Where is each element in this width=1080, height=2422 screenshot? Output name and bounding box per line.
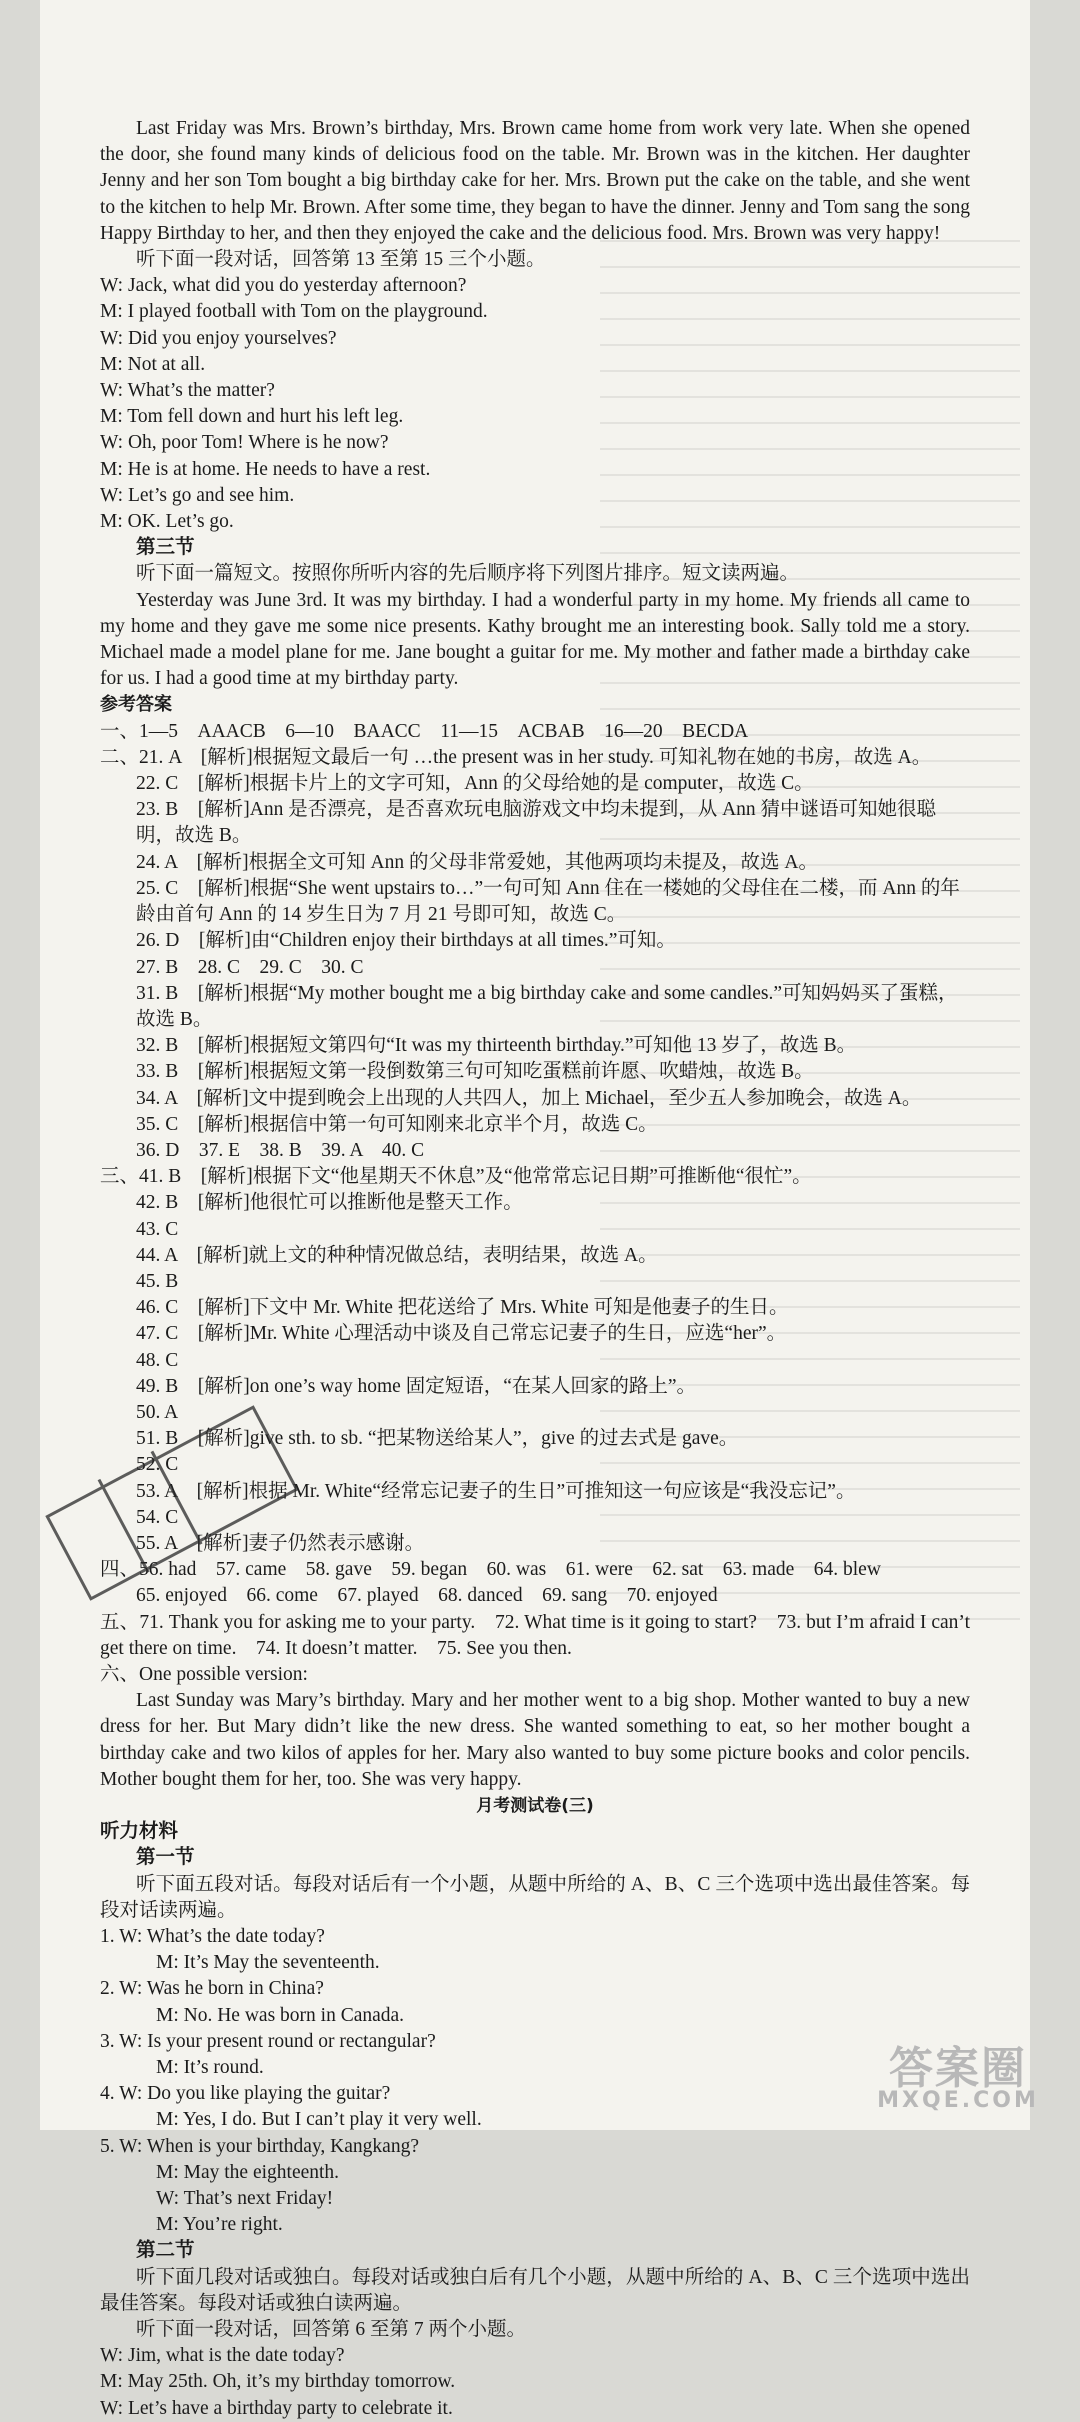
answer-item: 27. B 28. C 29. C 30. C bbox=[100, 955, 970, 981]
answer-item: 65. enjoyed 66. come 67. played 68. danced 69. sang 70. enjoyed bbox=[100, 1583, 970, 1609]
section-1-instruction: 听下面五段对话。每段对话后有一个小题，从题中所给的 A、B、C 三个选项中选出最佳答案。每段对话读两遍。 bbox=[100, 1872, 970, 1924]
dialog-line: W: That’s next Friday! bbox=[100, 2186, 970, 2212]
dialog-line: 3. W: Is your present round or rectangular? bbox=[100, 2029, 970, 2055]
dialog-line: W: Let’s go and see him. bbox=[100, 483, 970, 509]
answer-item: 35. C [解析]根据信中第一句可知刚来北京半个月，故选 C。 bbox=[100, 1112, 970, 1138]
dialog-line: M: Yes, I do. But I can’t play it very well. bbox=[100, 2107, 970, 2133]
answer-item: 24. A [解析]根据全文可知 Ann 的父母非常爱她，其他两项均未提及，故选 A。 bbox=[100, 850, 970, 876]
answer-item: 55. A [解析]妻子仍然表示感谢。 bbox=[100, 1531, 970, 1557]
answer-item: 五、71. Thank you for asking me to your party. 72. What time is it going to start? 73. but I’m afraid I can’t get there on time. 74. It doesn’t matter. 75. See you then. bbox=[100, 1610, 970, 1662]
dialog-line: M: Tom fell down and hurt his left leg. bbox=[100, 404, 970, 430]
section-3-instruction: 听下面一篇短文。按照你所听内容的先后顺序将下列图片排序。短文读两遍。 bbox=[100, 561, 970, 587]
watermark-text: 答案圈 bbox=[858, 2032, 1058, 2096]
answer-item: 46. C [解析]下文中 Mr. White 把花送给了 Mrs. White 可知是他妻子的生日。 bbox=[100, 1295, 970, 1321]
answer-item: 三、41. B [解析]根据下文“他星期天不休息”及“他常常忘记日期”可推断他“很忙”。 bbox=[100, 1164, 970, 1190]
answer-item: 二、21. A [解析]根据短文最后一句 …the present was in her study. 可知礼物在她的书房，故选 A。 bbox=[100, 745, 970, 771]
site-watermark-logo bbox=[858, 2032, 1058, 2112]
dialog-line: W: Jack, what did you do yesterday afternoon? bbox=[100, 273, 970, 299]
dialog-line: M: Not at all. bbox=[100, 352, 970, 378]
answer-item: 49. B [解析]on one’s way home 固定短语，“在某人回家的路上”。 bbox=[100, 1374, 970, 1400]
dialog-line: M: OK. Let’s go. bbox=[100, 509, 970, 535]
dialog-line: W: Let’s have a birthday party to celebrate it. bbox=[100, 2396, 970, 2422]
section-2-heading: 第二节 bbox=[100, 2238, 970, 2264]
answer-item: 52. C bbox=[100, 1452, 970, 1478]
instruction-13-15: 听下面一段对话，回答第 13 至第 15 三个小题。 bbox=[100, 247, 970, 273]
answer-item: 50. A bbox=[100, 1400, 970, 1426]
answers-heading: 参考答案 bbox=[100, 692, 970, 718]
dialog-line: M: May 25th. Oh, it’s my birthday tomorrow. bbox=[100, 2369, 970, 2395]
answer-item: 42. B [解析]他很忙可以推断他是整天工作。 bbox=[100, 1190, 970, 1216]
watermark-url: MXQE.COM bbox=[858, 2088, 1058, 2113]
dialog-line: M: It’s May the seventeenth. bbox=[100, 1950, 970, 1976]
dialog-13-15 bbox=[100, 273, 970, 535]
dialog-line: W: Oh, poor Tom! Where is he now? bbox=[100, 430, 970, 456]
answer-item: 34. A [解析]文中提到晚会上出现的人共四人，加上 Michael，至少五人参加晚会，故选 A。 bbox=[100, 1086, 970, 1112]
document-page bbox=[40, 0, 1030, 2130]
answer-item: 54. C bbox=[100, 1505, 970, 1531]
instruction-6-7: 听下面一段对话，回答第 6 至第 7 两个小题。 bbox=[100, 2317, 970, 2343]
answer-item: 23. B [解析]Ann 是否漂亮，是否喜欢玩电脑游戏文中均未提到，从 Ann 猜中谜语可知她很聪明，故选 B。 bbox=[100, 797, 970, 849]
listening-heading: 听力材料 bbox=[100, 1819, 970, 1845]
answer-item: 47. C [解析]Mr. White 心理活动中谈及自己常忘记妻子的生日，应选“her”。 bbox=[100, 1321, 970, 1347]
passage-birthday-party: Yesterday was June 3rd. It was my birthday. I had a wonderful party in my home. My friends all came to my home and they gave me some nice presents. Kathy brought me an interesting book. Sally told me a story. Michael made a model plane for me. Jane bought a guitar for me. My mother and father made a birthday cake for us. I had a good time at my birthday party. bbox=[100, 588, 970, 693]
dialog-line: W: Did you enjoy yourselves? bbox=[100, 326, 970, 352]
answer-item: 44. A [解析]就上文的种种情况做总结，表明结果，故选 A。 bbox=[100, 1243, 970, 1269]
dialog-line: 4. W: Do you like playing the guitar? bbox=[100, 2081, 970, 2107]
section-1-heading: 第一节 bbox=[100, 1845, 970, 1871]
answer-item: 26. D [解析]由“Children enjoy their birthdays at all times.”可知。 bbox=[100, 928, 970, 954]
answer-item: 四、56. had 57. came 58. gave 59. began 60. was 61. were 62. sat 63. made 64. blew bbox=[100, 1557, 970, 1583]
answer-item: 43. C bbox=[100, 1217, 970, 1243]
section-2-instruction: 听下面几段对话或独白。每段对话或独白后有几个小题，从题中所给的 A、B、C 三个选项中选出最佳答案。每段对话或独白读两遍。 bbox=[100, 2265, 970, 2317]
dialog-line: M: May the eighteenth. bbox=[100, 2160, 970, 2186]
answer-item: 45. B bbox=[100, 1269, 970, 1295]
dialog-line: W: Jim, what is the date today? bbox=[100, 2343, 970, 2369]
sample-essay: Last Sunday was Mary’s birthday. Mary and her mother went to a big shop. Mother wanted to buy a new dress for her. But Mary didn’t like the new dress. She wanted something to eat, so her mother bought a birthday cake and two kilos of apples for her. Mary also wanted to buy some picture books and color pencils. Mother bought them for her, too. She was very happy. bbox=[100, 1688, 970, 1793]
answers-list bbox=[100, 719, 970, 1689]
answer-item: 33. B [解析]根据短文第一段倒数第三句可知吃蛋糕前许愿、吹蜡烛，故选 B。 bbox=[100, 1059, 970, 1085]
dialog-1-5 bbox=[100, 1924, 970, 2238]
dialog-line: M: He is at home. He needs to have a rest. bbox=[100, 457, 970, 483]
answer-item: 一、1—5 AAACB 6—10 BAACC 11—15 ACBAB 16—20 BECDA bbox=[100, 719, 970, 745]
answer-item: 53. A [解析]根据 Mr. White“经常忘记妻子的生日”可推知这一句应该是“我没忘记”。 bbox=[100, 1479, 970, 1505]
answer-item: 31. B [解析]根据“My mother bought me a big birthday cake and some candles.”可知妈妈买了蛋糕，故选 B。 bbox=[100, 981, 970, 1033]
dialog-line: 5. W: When is your birthday, Kangkang? bbox=[100, 2134, 970, 2160]
dialog-line: M: I played football with Tom on the playground. bbox=[100, 299, 970, 325]
dialog-line: 2. W: Was he born in China? bbox=[100, 1976, 970, 2002]
answer-item: 36. D 37. E 38. B 39. A 40. C bbox=[100, 1138, 970, 1164]
dialog-line: 1. W: What’s the date today? bbox=[100, 1924, 970, 1950]
answer-item: 32. B [解析]根据短文第四句“It was my thirteenth birthday.”可知他 13 岁了，故选 B。 bbox=[100, 1033, 970, 1059]
dialog-6-7 bbox=[100, 2343, 970, 2422]
answer-item: 22. C [解析]根据卡片上的文字可知，Ann 的父母给她的是 computer，故选 C。 bbox=[100, 771, 970, 797]
answer-item: 25. C [解析]根据“She went upstairs to…”一句可知 Ann 住在一楼她的父母住在二楼，而 Ann 的年龄由首句 Ann 的 14 岁生日为 7 月 21 号即可知，故选 C。 bbox=[100, 876, 970, 928]
passage-mrs-brown: Last Friday was Mrs. Brown’s birthday, Mrs. Brown came home from work very late. When she opened the door, she found many kinds of delicious food on the table. Mr. Brown was in the kitchen. Her daughter Jenny and her son Tom bought a big birthday cake for her. Mrs. Brown put the cake on the table, and she went to the kitchen to help Mr. Brown. After some time, they began to have the dinner. Jenny and Tom sang the song Happy Birthday to her, and then they enjoyed the cake and the delicious food. Mrs. Brown was very happy! bbox=[100, 116, 970, 247]
test-title: 月考测试卷(三) bbox=[100, 1793, 970, 1819]
answer-item: 51. B [解析]give sth. to sb. “把某物送给某人”，give 的过去式是 gave。 bbox=[100, 1426, 970, 1452]
dialog-line: W: What’s the matter? bbox=[100, 378, 970, 404]
dialog-line: M: You’re right. bbox=[100, 2212, 970, 2238]
answer-item: 六、One possible version: bbox=[100, 1662, 970, 1688]
dialog-line: M: No. He was born in Canada. bbox=[100, 2003, 970, 2029]
dialog-line: M: It’s round. bbox=[100, 2055, 970, 2081]
section-3-heading: 第三节 bbox=[100, 535, 970, 561]
answer-item: 48. C bbox=[100, 1348, 970, 1374]
page-content bbox=[100, 116, 970, 2422]
